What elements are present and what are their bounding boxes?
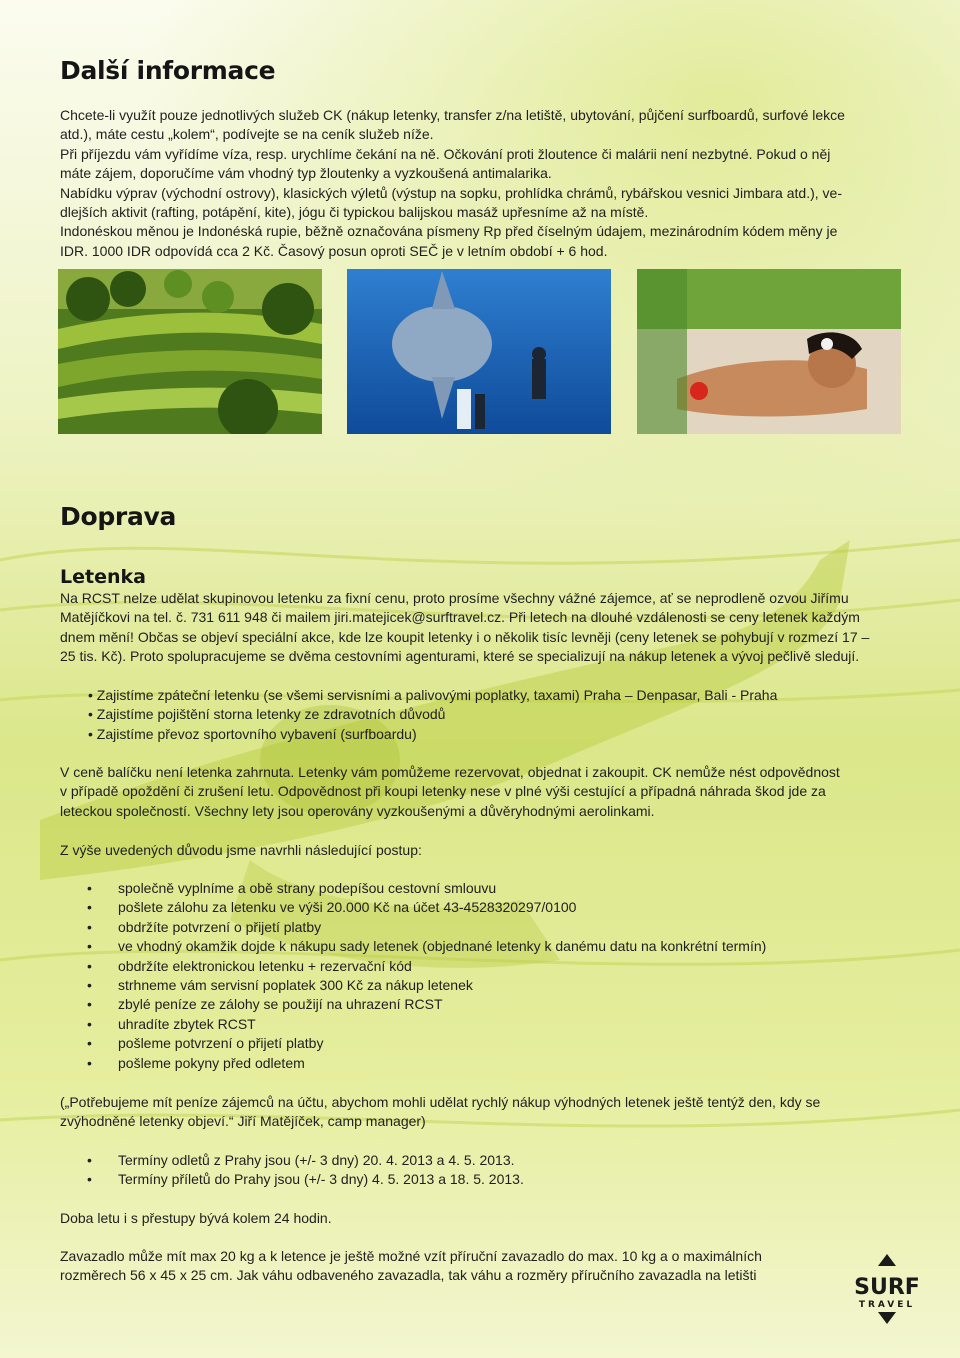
intro-line: Na RCST nelze udělat skupinovou letenku za fixní cenu, proto prosíme všechny vážné zájemce, ať se neprodleně ozvou Jiřímu [60,590,849,606]
transport-title: Doprava [60,502,177,531]
intro-line: dnem mění! Občas se objeví speciální akce, kde lze koupit letenky i o několik tisíc levněji (ceny letenek se pohybují v rozmezí 17 – [60,628,870,645]
list-item: • ve vhodný okamžik dojde k nákupu sady letenek (objednané letenky k danému datu na konkrétní termín) [60,937,766,956]
info-line: Nabídku výprav (východní ostrovy), klasických výletů (výstup na sopku, prohlídka chrámů, rybářskou vesnici Jimbara atd.), ve- [60,184,842,201]
list-item: • zbylé peníze ze zálohy se použijí na uhrazení RCST [60,995,766,1014]
ticket-subtitle: Letenka [60,566,146,588]
quote-line: („Potřebujeme mít peníze zájemců na účtu, abychom mohli udělat rychlý nákup výhodných letenek ještě tentýž den, kdy se [60,1094,821,1110]
info-line: dlejších aktivit (rafting, potápění, kite), jógu či typickou balijskou masáž upřesníme až na místě. [60,204,649,221]
list-item: • Zajistíme pojištění storna letenky ze zdravotních důvodů [88,705,777,724]
quote-paragraph [60,1093,902,1132]
list-item: • společně vyplníme a obě strany podepíšou cestovní smlouvu [60,879,766,898]
surf-travel-logo [852,1252,922,1326]
luggage-line: Zavazadlo může mít max 20 kg a k letence je ještě možné vzít příruční zavazadlo do max. 10 kg a o maximálních [60,1248,762,1264]
list-item: • obdržíte elektronickou letenku + rezervační kód [60,957,766,976]
intro-line: 25 tis. Kč). Proto spolupracujeme se dvěma cestovními agenturami, které se specializují na nákup letenek a vývoj pečlivě sledují. [60,648,860,665]
logo-word-surf: SURF [854,1275,920,1300]
list-item: • uhradíte zbytek RCST [60,1015,766,1034]
info-line: atd.), máte cestu „kolem“, podívejte se na ceník služeb níže. [60,126,434,143]
info-paragraph [60,106,902,261]
price-paragraph [60,763,902,821]
price-line: V ceně balíčku není letenka zahrnuta. Letenky vám pomůžeme rezervovat, objednat i zakoupit. CK nemůže nést odpovědnost [60,764,840,780]
price-line: leteckou společností. Všechny lety jsou operovány vyzkoušenými a důvěryhodnými aerolinkami. [60,802,655,819]
list-item: • Termíny příletů do Prahy jsou (+/- 3 dny) 4. 5. 2013 a 18. 5. 2013. [60,1170,524,1189]
list-item: • pošlete zálohu za letenku ve výši 20.000 Kč na účet 43-4528320297/0100 [60,898,766,917]
quote-line: zvýhodněné letenky objeví.“ Jiří Matějíček, camp manager) [60,1113,426,1130]
list-item: • Zajistíme zpáteční letenku (se všemi servisními a palivovými poplatky, taxami) Praha – Denpasar, Bali - Praha [88,686,777,705]
info-line: Chcete-li využít pouze jednotlivých služeb CK (nákup letenky, transfer z/na letiště, ubytování, půjčení surfboardů, surfové lekce [60,107,845,123]
procedure-list [60,879,766,1073]
list-item: • strhneme vám servisní poplatek 300 Kč za nákup letenek [60,976,766,995]
intro-line: Matějíčkovi na tel. č. 731 611 948 či mailem jiri.matejicek@surftravel.cz. Při letech na dlouhé vzdálenosti se ceny letenek každým [60,609,860,626]
list-item: • pošleme pokyny před odletem [60,1054,766,1073]
info-line: Indonéskou měnou je Indonéská rupie, běžně označována písmeny Rp před číselným údajem, mezinárodním kódem měny je [60,223,838,240]
photo-balinese-massage [637,269,901,434]
info-title: Další informace [60,56,276,85]
photo-rice-terraces [58,269,322,434]
logo-word-travel: TRAVEL [858,1300,916,1310]
luggage-line: rozměrech 56 x 45 x 25 cm. Jak váhu odbaveného zavazadla, tak váhu a rozměry příručního zavazadla na letišti [60,1267,757,1284]
list-item: • Termíny odletů z Prahy jsou (+/- 3 dny) 20. 4. 2013 a 4. 5. 2013. [60,1151,524,1170]
list-item: • pošleme potvrzení o přijetí platby [60,1034,766,1053]
ticket-intro [60,589,902,667]
services-list [88,686,777,744]
info-line: IDR. 1000 IDR odpovídá cca 2 Kč. Časový posun oproti SEČ je v letním období + 6 hod. [60,242,608,259]
flight-time: Doba letu i s přestupy bývá kolem 24 hodin. [60,1210,332,1226]
info-line: Při příjezdu vám vyřídíme víza, resp. urychlíme čekání na ně. Očkování proti žloutence či malárii není nezbytné. Pokud o něj [60,145,831,162]
photo-diving-sunfish [347,269,611,434]
dates-list [60,1151,524,1190]
list-item: • obdržíte potvrzení o přijetí platby [60,918,766,937]
list-item: • Zajistíme převoz sportovního vybavení (surfboardu) [88,725,777,744]
price-line: v případě opoždění či zrušení letu. Odpovědnost při koupi letenky nese v plné výši cestující a případná náhrada škod jde za [60,783,826,800]
info-line: máte zájem, doporučíme vám vhodný typ žloutenky a vyzkoušená antimalarika. [60,165,552,182]
procedure-intro: Z výše uvedených důvodu jsme navrhli následující postup: [60,842,422,858]
luggage-paragraph [60,1247,840,1286]
